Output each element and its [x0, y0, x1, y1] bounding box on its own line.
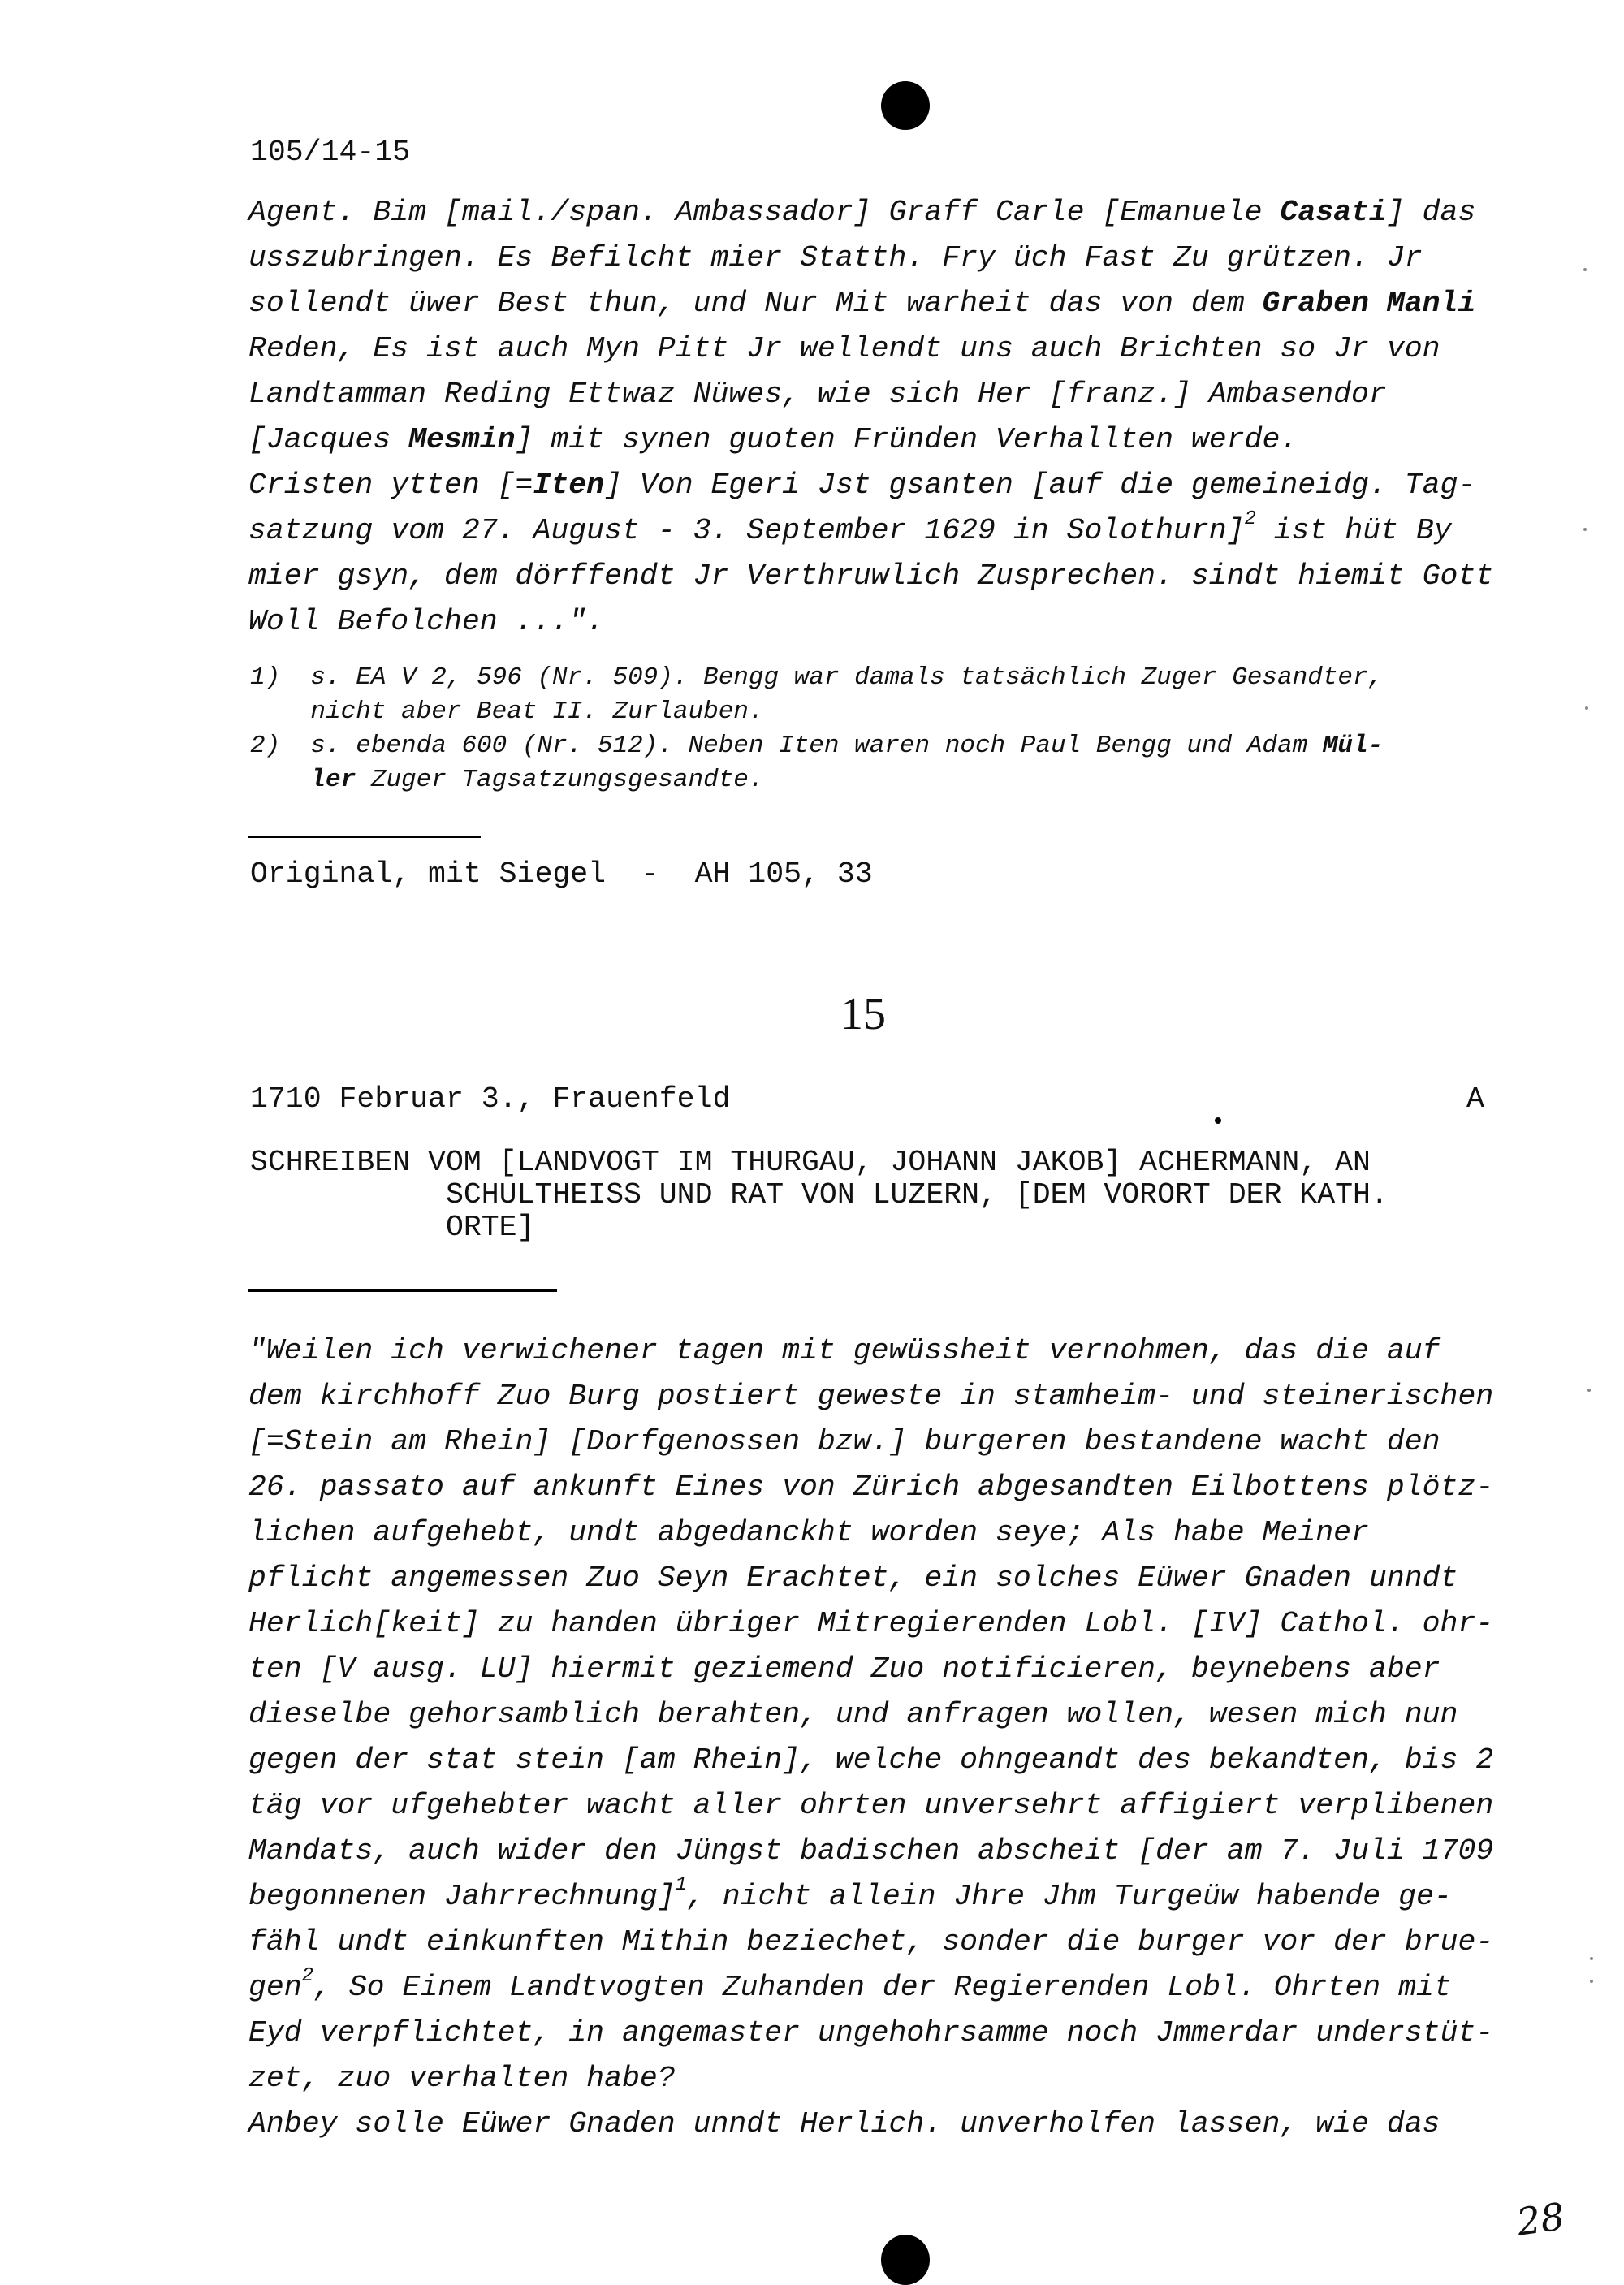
- text-line: gegen der stat stein [am Rhein], welche ohngeandt des bekandten, bis 2: [248, 1743, 1494, 1777]
- text-line: Woll Befolchen ...".: [248, 605, 605, 638]
- footnote-line: 1) s. EA V 2, 596 (Nr. 509). Bengg war damals tatsächlich Zuger Gesandter,: [250, 663, 1384, 692]
- margin-speck: [1590, 1980, 1593, 1983]
- handwritten-page-mark: 28: [1514, 2194, 1568, 2244]
- classification-letter: A: [1466, 1082, 1484, 1116]
- text-line: "Weilen ich verwichener tagen mit gewüssheit vernohmen, das die auf: [248, 1334, 1440, 1367]
- text-line: lichen aufgehebt, undt abgedanckht worden seye; Als habe Meiner: [248, 1516, 1369, 1549]
- text-line: gen$^2$, So Einem Landtvogten Zuhanden der Regierenden Lobl. Ohrten mit: [248, 1965, 1452, 2004]
- text-line: satzung vom 27. August - 3. September 1629 in Solothurn]$^2$ ist hüt By: [248, 508, 1452, 547]
- letter-continuation: [248, 190, 1493, 645]
- text-line: dem kirchhoff Zuo Burg postiert geweste in stamheim- und steinerischen: [248, 1380, 1494, 1413]
- date-place: 1710 Februar 3., Frauenfeld: [250, 1082, 731, 1116]
- text-line: täg vor ufgehebter wacht aller ohrten unversehrt affigiert verplibenen: [248, 1789, 1494, 1822]
- title-line: SCHREIBEN VOM [LANDVOGT IM THURGAU, JOHANN JAKOB] ACHERMANN, AN: [250, 1146, 1371, 1179]
- text-line: Reden, Es ist auch Myn Pitt Jr wellendt uns auch Brichten so Jr von: [248, 332, 1440, 365]
- letter-body: [248, 1328, 1493, 2147]
- letter-continuation-lines: [248, 190, 1493, 645]
- divider-short: [248, 836, 481, 838]
- text-line: 26. passato auf ankunft Eines von Zürich abgesandten Eilbottens plötz-: [248, 1471, 1494, 1504]
- letter-body-lines: [248, 1328, 1493, 2147]
- text-line: zet, zuo verhalten habe?: [248, 2062, 676, 2095]
- title-line: SCHULTHEISS UND RAT VON LUZERN, [DEM VORORT DER KATH.: [250, 1178, 1389, 1212]
- footnotes-previous: [250, 661, 1383, 797]
- text-line: Agent. Bim [mail./span. Ambassador] Graff Carle [Emanuele Casati] das: [248, 196, 1476, 229]
- footnote-lines: [250, 661, 1383, 797]
- footnote-line: nicht aber Beat II. Zurlauben.: [250, 698, 764, 726]
- margin-speck: [1583, 528, 1587, 531]
- document-title: [250, 1147, 1389, 1244]
- footnote-line: ler Zuger Tagsatzungsgesandte.: [310, 766, 764, 794]
- document-number: 15: [840, 989, 886, 1039]
- document-reference: 105/14-15: [250, 136, 411, 169]
- text-line: [=Stein am Rhein] [Dorfgenossen bzw.] burgeren bestandene wacht den: [248, 1425, 1440, 1458]
- punch-hole-bottom: [881, 2235, 930, 2285]
- punch-hole-top: [881, 81, 930, 130]
- text-line: ten [V ausg. LU] hiermit geziemend Zuo notificieren, beynebens aber: [248, 1652, 1440, 1686]
- text-line: sollendt üwer Best thun, und Nur Mit warheit das von dem Graben Manli: [248, 287, 1476, 320]
- text-line: pflicht angemessen Zuo Seyn Erachtet, ein solches Eüwer Gnaden unndt: [248, 1561, 1458, 1595]
- text-line: Anbey solle Eüwer Gnaden unndt Herlich. unverholfen lassen, wie das: [248, 2107, 1440, 2140]
- margin-speck: [1583, 268, 1587, 271]
- margin-speck: [1587, 1389, 1591, 1392]
- text-line: begonnenen Jahrrechnung]$^1$, nicht allein Jhre Jhm Turgeüw habende ge-: [248, 1874, 1452, 1913]
- divider-title: [248, 1289, 557, 1292]
- title-line: ORTE]: [250, 1211, 535, 1244]
- text-line: mier gsyn, dem dörffendt Jr Verthruwlich Zusprechen. sindt hiemit Gott: [248, 559, 1494, 593]
- footnote-line: 2) s. ebenda 600 (Nr. 512). Neben Iten waren noch Paul Bengg und Adam Mül-: [250, 732, 1384, 760]
- mid-dot: [1215, 1117, 1221, 1124]
- text-line: dieselbe gehorsamblich berahten, und anfragen wollen, wesen mich nun: [248, 1698, 1458, 1731]
- source-note: Original, mit Siegel - AH 105, 33: [250, 857, 873, 891]
- text-line: fähl undt einkunften Mithin beziechet, sonder die burger vor der brue-: [248, 1925, 1494, 1959]
- text-line: Herlich[keit] zu handen übriger Mitregierenden Lobl. [IV] Cathol. ohr-: [248, 1607, 1494, 1640]
- margin-speck: [1590, 1957, 1593, 1960]
- text-line: Mandats, auch wider den Jüngst badischen abscheit [der am 7. Juli 1709: [248, 1834, 1494, 1868]
- title-lines: [250, 1147, 1389, 1244]
- margin-speck: [1585, 706, 1588, 710]
- text-line: [Jacques Mesmin] mit synen guoten Fründen Verhallten werde.: [248, 423, 1298, 456]
- text-line: usszubringen. Es Befilcht mier Statth. Fry üch Fast Zu grützen. Jr: [248, 241, 1423, 274]
- text-line: Eyd verpflichtet, in angemaster ungehohrsamme noch Jmmerdar understüt-: [248, 2016, 1494, 2050]
- text-line: Cristen ytten [=Iten] Von Egeri Jst gsanten [auf die gemeineidg. Tag-: [248, 469, 1476, 502]
- text-line: Landtamman Reding Ettwaz Nüwes, wie sich Her [franz.] Ambasendor: [248, 378, 1387, 411]
